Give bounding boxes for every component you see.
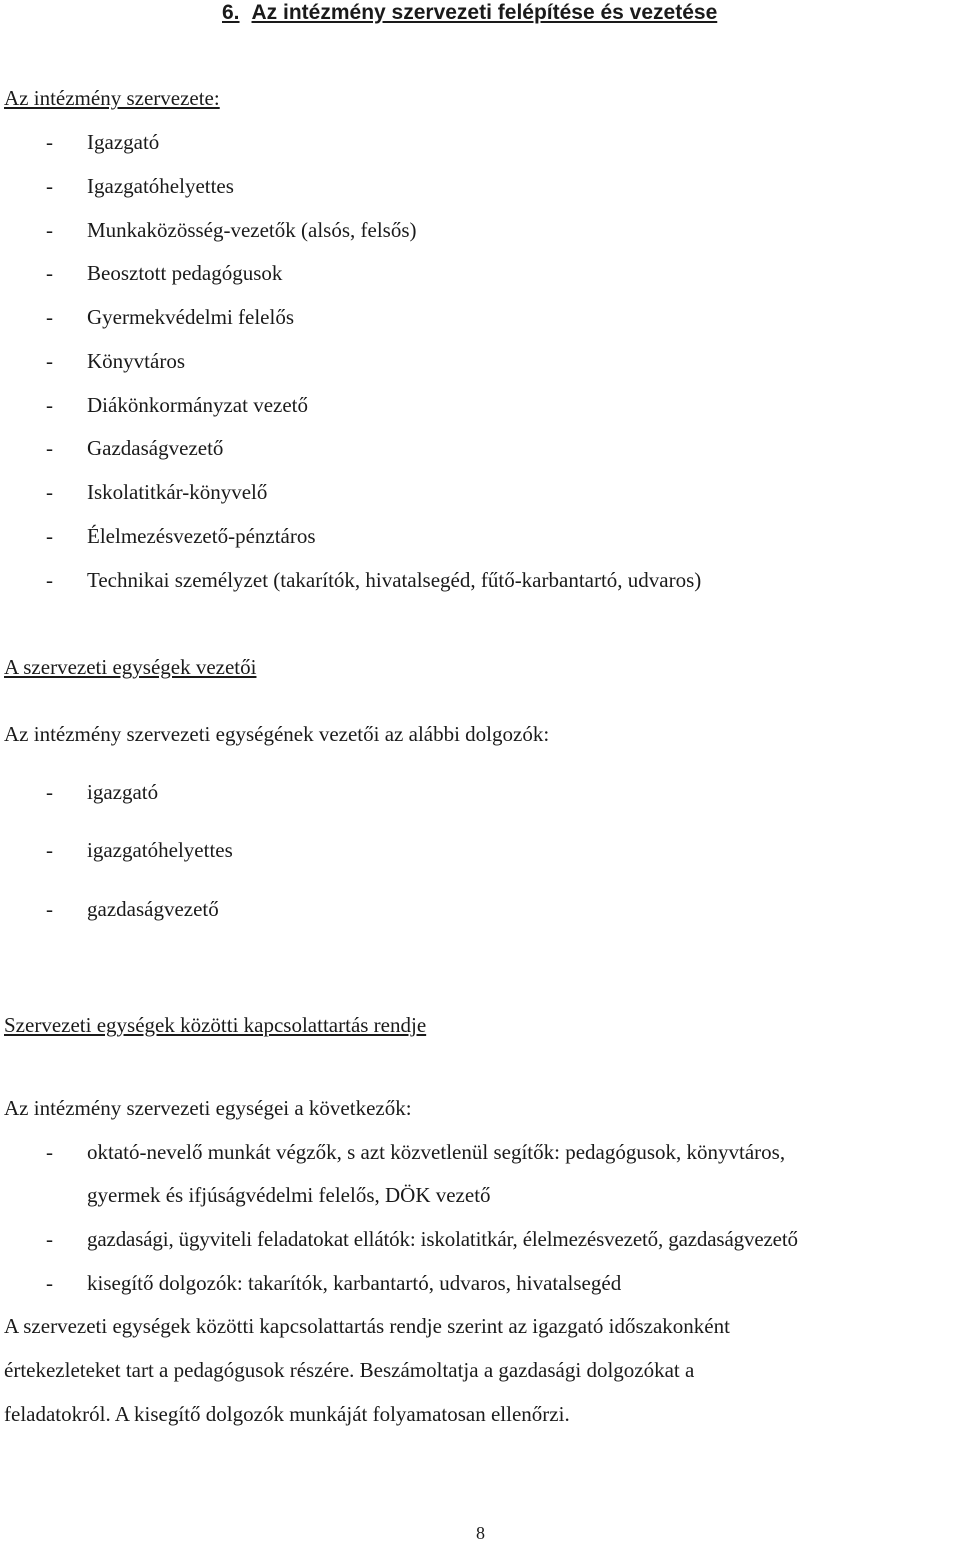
list-dash: -	[46, 436, 53, 460]
list-dash: -	[46, 524, 53, 548]
list-dash: -	[46, 568, 53, 592]
list-dash: -	[46, 393, 53, 417]
section-title: Az intézmény szervezeti felépítése és vezetése	[251, 1, 718, 24]
list-item: Iskolatitkár-könyvelő	[87, 480, 268, 504]
list-item: Munkaközösség-vezetők (alsós, felsős)	[87, 218, 417, 242]
org-heading: Az intézmény szervezete:	[4, 86, 220, 110]
list-item: kisegítő dolgozók: takarítók, karbantartó, udvaros, hivatalsegéd	[87, 1271, 622, 1295]
list-item: Élelmezésvezető-pénztáros	[87, 524, 316, 548]
list-item: oktató-nevelő munkát végzők, s azt közvetlenül segítők: pedagógusok, könyvtáros,	[87, 1140, 786, 1164]
list-dash: -	[46, 780, 53, 804]
section-number: 6.	[222, 1, 240, 24]
section-heading	[222, 2, 717, 23]
list-dash: -	[46, 218, 53, 242]
paragraph-line: értekezleteket tart a pedagógusok részére. Beszámoltatja a gazdasági dolgozókat a	[4, 1358, 695, 1382]
list-dash: -	[46, 261, 53, 285]
list-item: Gazdaságvezető	[87, 436, 224, 460]
list-item: Könyvtáros	[87, 349, 185, 373]
list-item: Diákönkormányzat vezető	[87, 393, 308, 417]
list-dash: -	[46, 838, 53, 862]
leaders-heading: A szervezeti egységek vezetői	[4, 655, 257, 679]
paragraph-line: A szervezeti egységek közötti kapcsolattartás rendje szerint az igazgató időszakonként	[4, 1314, 730, 1338]
list-item: Igazgató	[87, 130, 160, 154]
list-item: igazgatóhelyettes	[87, 838, 233, 862]
paragraph-line: feladatokról. A kisegítő dolgozók munkáját folyamatosan ellenőrzi.	[4, 1402, 570, 1426]
list-item: gazdaságvezető	[87, 897, 219, 921]
list-item: Igazgatóhelyettes	[87, 174, 234, 198]
list-item: gazdasági, ügyviteli feladatokat ellátók: iskolatitkár, élelmezésvezető, gazdaságvezető	[87, 1227, 798, 1251]
leaders-intro: Az intézmény szervezeti egységének vezetői az alábbi dolgozók:	[4, 722, 550, 746]
list-dash: -	[46, 305, 53, 329]
list-item: Beosztott pedagógusok	[87, 261, 283, 285]
list-dash: -	[46, 1227, 53, 1251]
page-number: 8	[476, 1523, 485, 1543]
relations-heading: Szervezeti egységek közötti kapcsolattartás rendje	[4, 1013, 427, 1037]
list-dash: -	[46, 130, 53, 154]
list-dash: -	[46, 1271, 53, 1295]
relations-intro: Az intézmény szervezeti egységei a következők:	[4, 1096, 412, 1120]
list-item: Gyermekvédelmi felelős	[87, 305, 295, 329]
list-item: igazgató	[87, 780, 159, 804]
list-dash: -	[46, 174, 53, 198]
list-dash: -	[46, 897, 53, 921]
list-dash: -	[46, 349, 53, 373]
list-dash: -	[46, 480, 53, 504]
list-item-continuation: gyermek és ifjúságvédelmi felelős, DÖK vezető	[87, 1183, 491, 1207]
list-dash: -	[46, 1140, 53, 1164]
list-item: Technikai személyzet (takarítók, hivatalsegéd, fűtő-karbantartó, udvaros)	[87, 568, 702, 592]
